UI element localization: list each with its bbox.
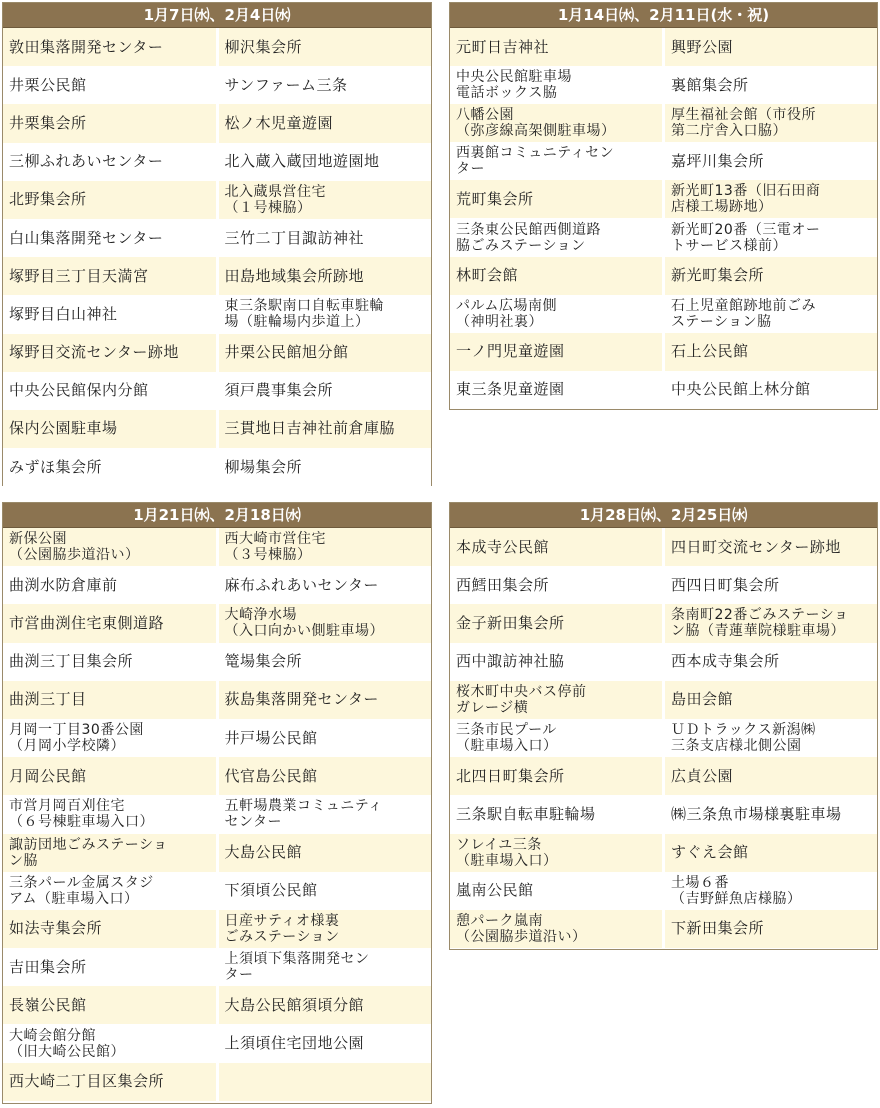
location-row	[3, 528, 431, 566]
location-row	[3, 1024, 431, 1062]
location-left: 曲渕水防倉庫前	[3, 566, 217, 604]
block-header: 1月21日㈬、2月18日㈬	[3, 503, 431, 528]
location-left: 中央公民館駐車場 電話ボックス脇	[450, 66, 664, 104]
location-right: 下須頃公民館	[217, 872, 431, 910]
location-right: 柳場集会所	[217, 448, 431, 486]
location-right: ＵＤトラックス新潟㈱ 三条支店様北側公園	[664, 719, 878, 757]
location-left: 北野集会所	[3, 181, 217, 219]
location-row	[3, 643, 431, 681]
location-right: 島田会館	[664, 681, 878, 719]
location-left: みずほ集会所	[3, 448, 217, 486]
location-row	[450, 834, 877, 872]
location-row	[3, 181, 431, 219]
location-row	[3, 910, 431, 948]
location-left: 月岡一丁目30番公園 （月岡小学校隣）	[3, 719, 217, 757]
block-header: 1月28日㈬、2月25日㈬	[450, 503, 877, 528]
location-right: 上須頃住宅団地公園	[217, 1024, 431, 1062]
location-left: 北四日町集会所	[450, 757, 664, 795]
location-left: 本成寺公民館	[450, 528, 664, 566]
location-right: 北入蔵入蔵団地遊園地	[217, 143, 431, 181]
location-left: 西裏館コミュニティセン ター	[450, 142, 664, 180]
location-left: 三条市民プール （駐車場入口）	[450, 719, 664, 757]
location-row	[450, 295, 877, 333]
location-right: 新光町20番（三電オー トサービス様前）	[664, 218, 878, 256]
location-row	[450, 566, 877, 604]
location-left: 八幡公園 （弥彦線高架側駐車場）	[450, 104, 664, 142]
location-row	[3, 410, 431, 448]
location-right: 四日町交流センター跡地	[664, 528, 878, 566]
location-table	[450, 528, 877, 948]
location-left: 井栗公民館	[3, 66, 217, 104]
schedule-block-3	[2, 502, 432, 1104]
location-row	[450, 795, 877, 833]
location-right: 石上児童館跡地前ごみ ステーション脇	[664, 295, 878, 333]
location-left: 元町日吉神社	[450, 28, 664, 66]
location-row	[3, 834, 431, 872]
location-left: 曲渕三丁目	[3, 681, 217, 719]
location-right: 三貫地日吉神社前倉庫脇	[217, 410, 431, 448]
location-left: 如法寺集会所	[3, 910, 217, 948]
location-row	[3, 257, 431, 295]
location-row	[450, 719, 877, 757]
location-row	[3, 719, 431, 757]
location-right: 条南町22番ごみステーショ ン脇（青蓮華院様駐車場）	[664, 604, 878, 642]
location-left: 曲渕三丁目集会所	[3, 643, 217, 681]
location-left: 月岡公民館	[3, 757, 217, 795]
location-left: 塚野目交流センター跡地	[3, 334, 217, 372]
location-row	[3, 334, 431, 372]
location-row	[3, 143, 431, 181]
location-right: 新光町13番（旧石田商 店様工場跡地）	[664, 180, 878, 218]
location-right: ㈱三条魚市場様裏駐車場	[664, 795, 878, 833]
schedule-block-4	[449, 502, 878, 950]
location-right: 柳沢集会所	[217, 28, 431, 66]
location-left: 塚野目三丁目天満宮	[3, 257, 217, 295]
location-right: 上須頃下集落開発セン ター	[217, 948, 431, 986]
location-right: 嘉坪川集会所	[664, 142, 878, 180]
location-right: 大島公民館	[217, 834, 431, 872]
location-left: 白山集落開発センター	[3, 219, 217, 257]
location-table	[450, 28, 877, 409]
location-row	[3, 448, 431, 486]
location-right: 広貞公園	[664, 757, 878, 795]
location-row	[450, 604, 877, 642]
location-right: 松ノ木児童遊園	[217, 104, 431, 142]
location-right: 土場６番 （吉野鮮魚店様脇）	[664, 872, 878, 910]
location-row	[3, 948, 431, 986]
location-right: サンファーム三条	[217, 66, 431, 104]
location-left: 桜木町中央バス停前 ガレージ横	[450, 681, 664, 719]
location-left: 西鱈田集会所	[450, 566, 664, 604]
location-right: 厚生福祉会館（市役所 第二庁舎入口脇）	[664, 104, 878, 142]
location-row	[450, 218, 877, 256]
location-right: 日産サティオ様裏 ごみステーション	[217, 910, 431, 948]
location-right: 荻島集落開発センター	[217, 681, 431, 719]
location-right: 麻布ふれあいセンター	[217, 566, 431, 604]
location-right: 三竹二丁目諏訪神社	[217, 219, 431, 257]
block-header: 1月7日㈬、2月4日㈬	[3, 3, 431, 28]
location-row	[450, 528, 877, 566]
location-left: 長嶺公民館	[3, 986, 217, 1024]
location-row	[450, 872, 877, 910]
location-left: パルム広場南側 （神明社裏）	[450, 295, 664, 333]
location-left: 中央公民館保内分館	[3, 372, 217, 410]
location-left: 敦田集落開発センター	[3, 28, 217, 66]
block-header: 1月14日㈬、2月11日(水・祝)	[450, 3, 877, 28]
location-right: 東三条駅南口自転車駐輪 場（駐輪場内歩道上）	[217, 295, 431, 333]
location-row	[450, 910, 877, 948]
location-row	[450, 104, 877, 142]
location-row	[3, 986, 431, 1024]
location-left: 保内公園駐車場	[3, 410, 217, 448]
location-left: 吉田集会所	[3, 948, 217, 986]
location-right: 中央公民館上林分館	[664, 371, 878, 409]
location-row	[3, 66, 431, 104]
location-row	[3, 795, 431, 833]
location-table	[3, 28, 431, 486]
location-right: 新光町集会所	[664, 257, 878, 295]
location-left: 井栗集会所	[3, 104, 217, 142]
location-row	[3, 872, 431, 910]
location-row	[450, 333, 877, 371]
location-left: 大崎会館分館 （旧大崎公民館）	[3, 1024, 217, 1062]
location-row	[3, 566, 431, 604]
location-left: 三柳ふれあいセンター	[3, 143, 217, 181]
location-right: 裏館集会所	[664, 66, 878, 104]
location-row	[450, 757, 877, 795]
location-right: 井戸場公民館	[217, 719, 431, 757]
schedule-block-2	[449, 2, 878, 410]
location-left: 金子新田集会所	[450, 604, 664, 642]
location-row	[3, 1063, 431, 1101]
location-row	[450, 681, 877, 719]
location-row	[3, 757, 431, 795]
location-left: 西大崎二丁目区集会所	[3, 1063, 217, 1101]
location-right: 西四日町集会所	[664, 566, 878, 604]
location-right: 篭場集会所	[217, 643, 431, 681]
location-left: 市営月岡百刈住宅 （６号棟駐車場入口）	[3, 795, 217, 833]
location-row	[450, 257, 877, 295]
location-right: 須戸農事集会所	[217, 372, 431, 410]
location-row	[3, 681, 431, 719]
location-left: 市営曲渕住宅東側道路	[3, 604, 217, 642]
location-left: 林町会館	[450, 257, 664, 295]
location-row	[450, 371, 877, 409]
location-right: 西大崎市営住宅 （３号棟脇）	[217, 528, 431, 566]
location-right: 代官島公民館	[217, 757, 431, 795]
location-row	[3, 604, 431, 642]
location-right: 西本成寺集会所	[664, 643, 878, 681]
location-row	[3, 295, 431, 333]
location-right: 石上公民館	[664, 333, 878, 371]
location-right: 大島公民館須頃分館	[217, 986, 431, 1024]
location-row	[450, 142, 877, 180]
location-table	[3, 528, 431, 1101]
location-right: 五軒場農業コミュニティ センター	[217, 795, 431, 833]
location-left: 三条パール金属スタジ アム（駐車場入口）	[3, 872, 217, 910]
location-row	[3, 372, 431, 410]
location-left: 塚野目白山神社	[3, 295, 217, 333]
location-left: 憩パーク嵐南 （公園脇歩道沿い）	[450, 910, 664, 948]
location-left: 東三条児童遊園	[450, 371, 664, 409]
location-right	[217, 1063, 431, 1101]
location-left: 三条駅自転車駐輪場	[450, 795, 664, 833]
location-row	[450, 66, 877, 104]
location-left: 荒町集会所	[450, 180, 664, 218]
location-row	[450, 180, 877, 218]
location-right: 北入蔵県営住宅 （１号棟脇）	[217, 181, 431, 219]
location-left: 諏訪団地ごみステーショ ン脇	[3, 834, 217, 872]
location-left: 西中諏訪神社脇	[450, 643, 664, 681]
location-right: すぐえ会館	[664, 834, 878, 872]
location-right: 下新田集会所	[664, 910, 878, 948]
location-row	[450, 643, 877, 681]
location-right: 田島地域集会所跡地	[217, 257, 431, 295]
location-left: 嵐南公民館	[450, 872, 664, 910]
location-left: ソレイユ三条 （駐車場入口）	[450, 834, 664, 872]
location-row	[3, 28, 431, 66]
location-row	[450, 28, 877, 66]
location-row	[3, 104, 431, 142]
location-left: 一ノ門児童遊園	[450, 333, 664, 371]
location-right: 井栗公民館旭分館	[217, 334, 431, 372]
location-left: 三条東公民館西側道路 脇ごみステーション	[450, 218, 664, 256]
schedule-block-1	[2, 2, 432, 486]
location-left: 新保公園 （公園脇歩道沿い）	[3, 528, 217, 566]
location-right: 大崎浄水場 （入口向かい側駐車場）	[217, 604, 431, 642]
location-row	[3, 219, 431, 257]
location-right: 興野公園	[664, 28, 878, 66]
